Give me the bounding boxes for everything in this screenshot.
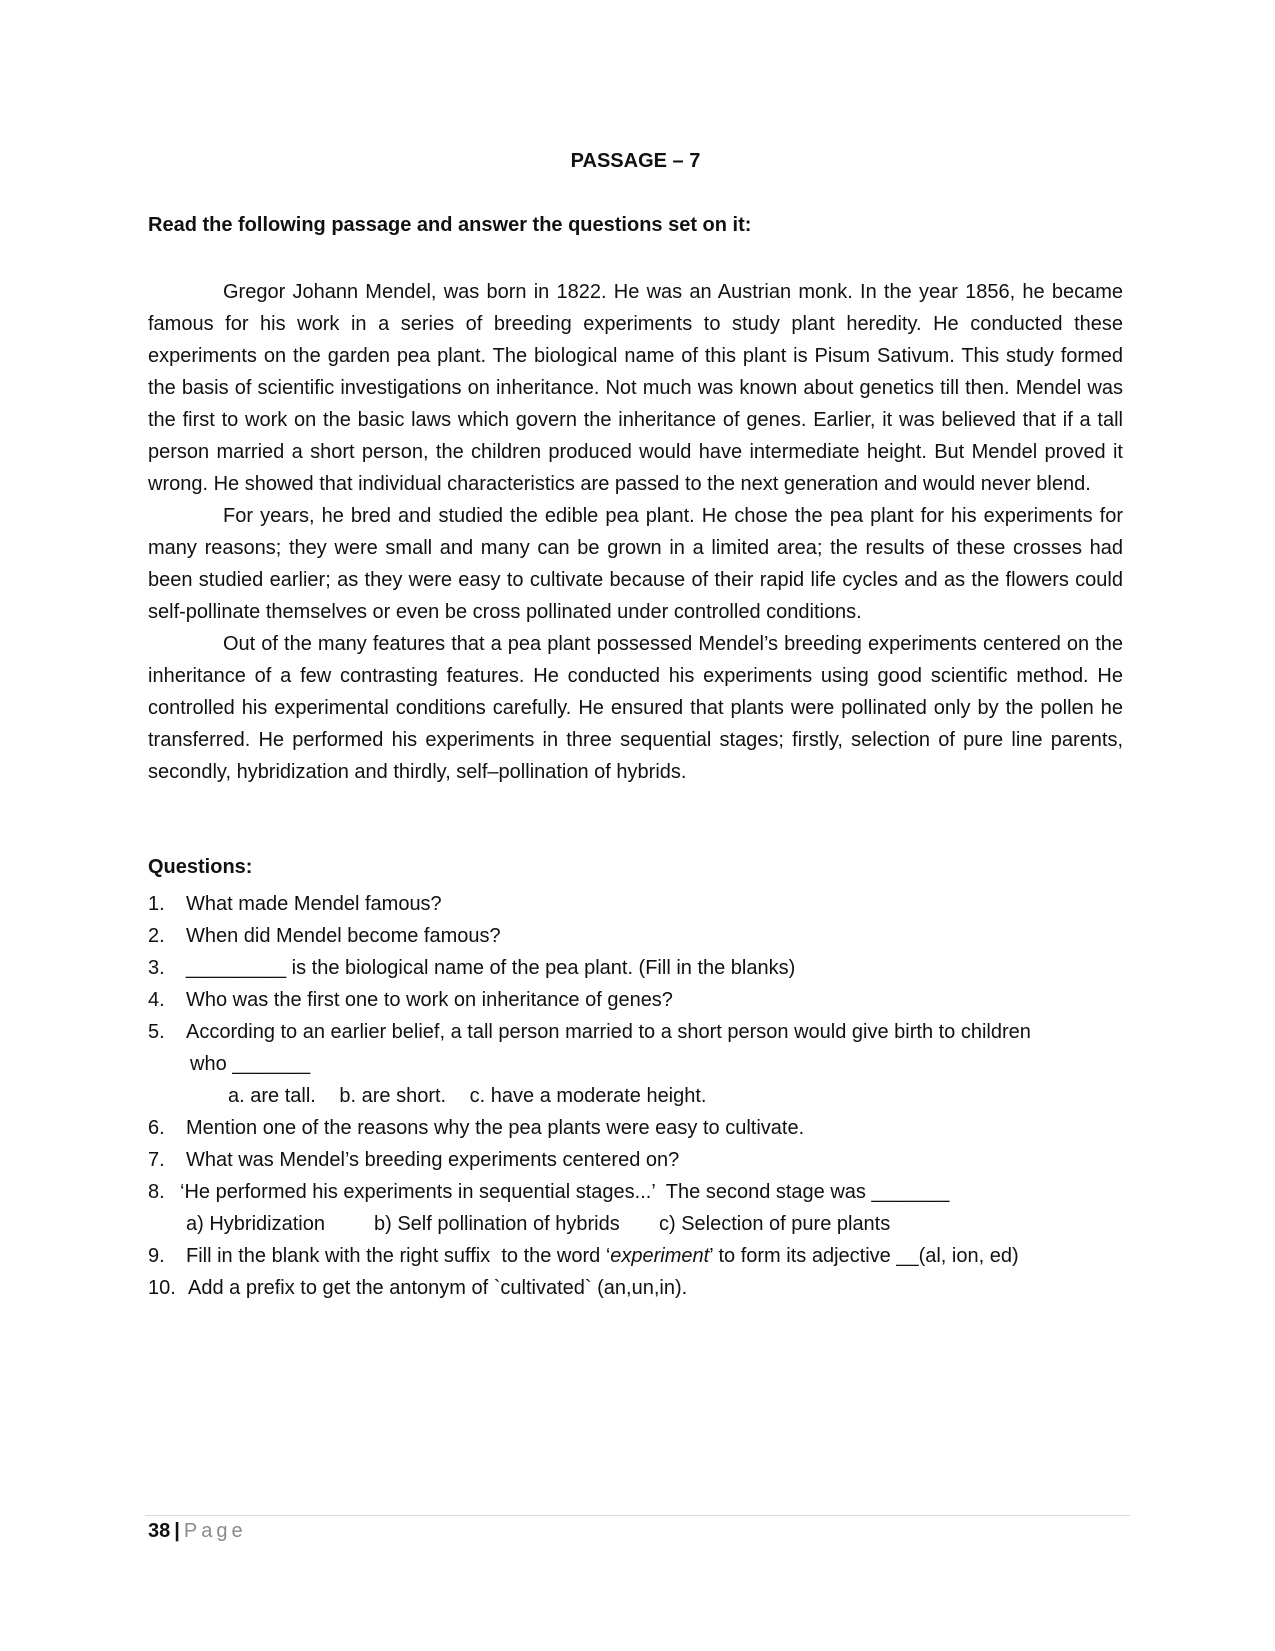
question-text: Who was the first one to work on inheritance of genes? <box>186 989 673 1011</box>
question-text <box>186 1240 1019 1272</box>
passage-body <box>148 276 1123 788</box>
question-number: 4. <box>148 989 165 1011</box>
question-item <box>148 1016 1123 1048</box>
question-item <box>148 1176 1123 1208</box>
question-number: 8. <box>148 1181 165 1203</box>
question-number: 3. <box>148 957 165 979</box>
italic-word: experiment <box>610 1245 710 1267</box>
question-number: 1. <box>148 893 165 915</box>
question-item <box>148 1144 1123 1176</box>
footer-separator: | <box>174 1520 180 1542</box>
passage-title: PASSAGE – 7 <box>570 150 701 172</box>
question-text: According to an earlier belief, a tall person married to a short person would give birth to children <box>186 1021 1031 1043</box>
question-number: 2. <box>148 925 165 947</box>
option-c: c) Selection of pure plants <box>659 1213 891 1235</box>
footer-divider <box>145 1515 1130 1516</box>
question-continuation: who _______ <box>190 1053 311 1075</box>
question-item <box>148 1112 1123 1144</box>
question-text: ‘He performed his experiments in sequential stages...’ The second stage was _______ <box>180 1181 950 1203</box>
document-page <box>148 0 1123 1651</box>
question-text: _________ is the biological name of the pea plant. (Fill in the blanks) <box>186 957 796 979</box>
question-item <box>148 1272 1123 1304</box>
question-item <box>148 1240 1123 1272</box>
option-b: b. are short. <box>339 1085 447 1107</box>
questions-list <box>148 888 1123 1304</box>
option-a: a. are tall. <box>228 1085 316 1107</box>
question-text: Mention one of the reasons why the pea plants were easy to cultivate. <box>186 1117 805 1139</box>
passage-paragraph: Out of the many features that a pea plant possessed Mendel’s breeding experiments centered on the inheritance of a few contrasting features. He conducted his experiments using good scientific method. He controlled his experimental conditions carefully. He ensured that plants were pollinated only by the pollen he transferred. He performed his experiments in three sequential stages; firstly, selection of pure line parents, secondly, hybridization and thirdly, self–pollination of hybrids. <box>148 633 1123 783</box>
question-number: 10. <box>148 1277 176 1299</box>
question-text: What was Mendel’s breeding experiments centered on? <box>186 1149 680 1171</box>
question-number: 7. <box>148 1149 165 1171</box>
questions-heading: Questions: <box>148 856 253 878</box>
question-number: 6. <box>148 1117 165 1139</box>
passage-paragraph: For years, he bred and studied the edible pea plant. He chose the pea plant for his experiments for many reasons; they were small and many can be grown in a limited area; the results of these crosses had been studied earlier; as they were easy to cultivate because of their rapid life cycles and as the flowers could self-pollinate themselves or even be cross pollinated under controlled conditions. <box>148 505 1123 623</box>
question-item <box>148 888 1123 920</box>
question-text-after: ’ to form its adjective __(al, ion, ed) <box>709 1245 1019 1267</box>
page-number: 38 <box>148 1520 171 1542</box>
question-text-before: Fill in the blank with the right suffix to the word ‘ <box>186 1245 611 1267</box>
option-c: c. have a moderate height. <box>469 1085 707 1107</box>
question-options <box>148 1208 1123 1240</box>
question-item <box>148 920 1123 952</box>
instruction-text: Read the following passage and answer the questions set on it: <box>148 214 752 236</box>
question-item <box>148 984 1123 1016</box>
question-text: What made Mendel famous? <box>186 893 442 915</box>
passage-paragraph: Gregor Johann Mendel, was born in 1822. He was an Austrian monk. In the year 1856, he became famous for his work in a series of breeding experiments to study plant heredity. He conducted these experiments on the garden pea plant. The biological name of this plant is Pisum Sativum. This study formed the basis of scientific investigations on inheritance. Not much was known about genetics till then. Mendel was the first to work on the basic laws which govern the inheritance of genes. Earlier, it was believed that if a tall person married a short person, the children produced would have intermediate height. But Mendel proved it wrong. He showed that individual characteristics are passed to the next generation and would never blend. <box>148 281 1123 495</box>
page-footer <box>148 1520 247 1543</box>
option-b: b) Self pollination of hybrids <box>374 1213 620 1235</box>
option-a: a) Hybridization <box>186 1213 325 1235</box>
question-options <box>148 1080 1123 1112</box>
page-label: Page <box>183 1520 247 1542</box>
question-number: 9. <box>148 1245 165 1267</box>
question-number: 5. <box>148 1021 165 1043</box>
question-item <box>148 952 1123 984</box>
question-text: Add a prefix to get the antonym of `cultivated` (an,un,in). <box>188 1277 688 1299</box>
question-text: When did Mendel become famous? <box>186 925 501 947</box>
